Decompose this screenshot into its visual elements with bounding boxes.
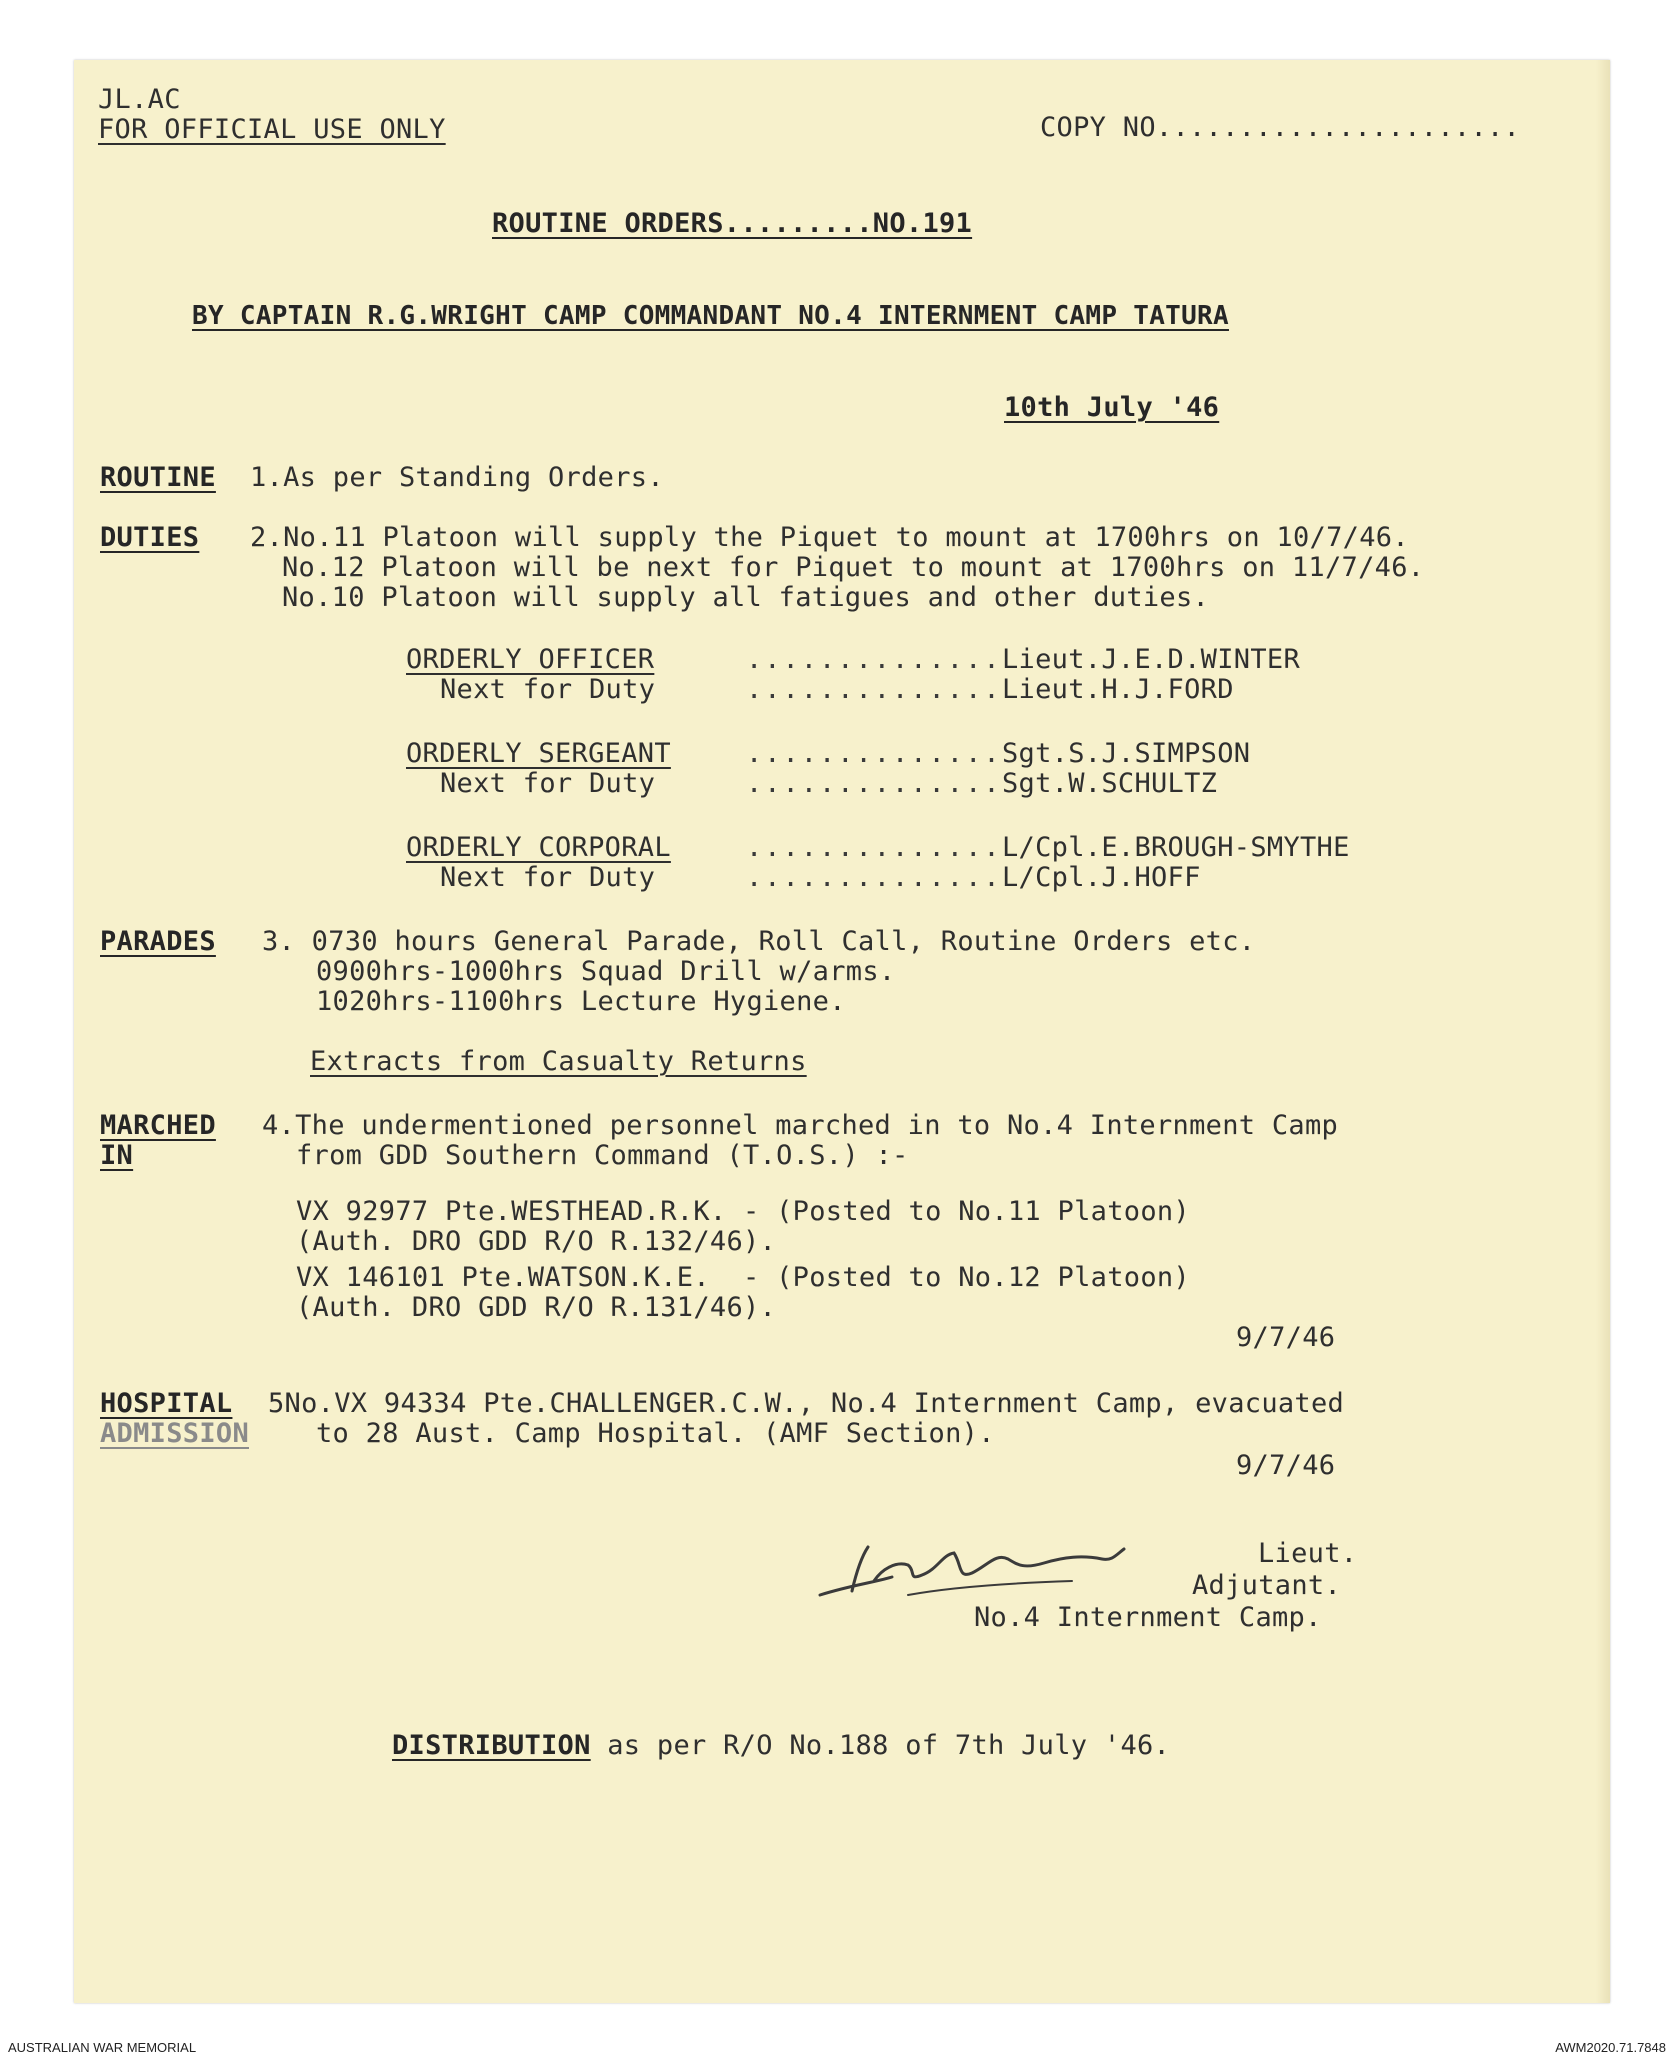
marched-entry: VX 92977 Pte.WESTHEAD.R.K. - (Posted to No.11 Platoon) — [296, 1196, 1190, 1227]
roster-role: ORDERLY OFFICER — [406, 644, 655, 675]
roster-role: Next for Duty — [440, 768, 656, 799]
hospital-line: 5No.VX 94334 Pte.CHALLENGER.C.W., No.4 Internment Camp, evacuated — [268, 1388, 1345, 1419]
roster-name: Lieut.H.J.FORD — [1002, 674, 1234, 705]
marched-line: 4.The undermentioned personnel marched in to No.4 Internment Camp — [262, 1110, 1339, 1141]
parades-line: 1020hrs-1100hrs Lecture Hygiene. — [316, 986, 846, 1017]
roster-role: ORDERLY CORPORAL — [406, 832, 671, 863]
roster-name: L/Cpl.J.HOFF — [1002, 862, 1201, 893]
roster-dots: .............. — [746, 738, 1002, 769]
roster-dots: .............. — [746, 768, 1002, 799]
roster-role: ORDERLY SERGEANT — [406, 738, 671, 769]
roster-name: Lieut.J.E.D.WINTER — [1002, 644, 1300, 675]
marched-entry: VX 146101 Pte.WATSON.K.E. - (Posted to No.12 Platoon) — [296, 1262, 1190, 1293]
roster-dots: .............. — [746, 832, 1002, 863]
marched-date: 9/7/46 — [1236, 1322, 1336, 1353]
document-title: ROUTINE ORDERS.........NO.191 — [492, 208, 973, 239]
signatory-unit: No.4 Internment Camp. — [974, 1602, 1322, 1633]
duties-line: 2.No.11 Platoon will supply the Piquet to mount at 1700hrs on 10/7/46. — [250, 522, 1409, 553]
reference-code: JL.AC — [98, 84, 181, 115]
parades-heading: PARADES — [100, 926, 216, 957]
signatory-title: Adjutant. — [1192, 1570, 1341, 1601]
signatory-rank: Lieut. — [1258, 1538, 1358, 1569]
roster-name: Sgt.S.J.SIMPSON — [1002, 738, 1251, 769]
paper-sheet — [74, 60, 1610, 2003]
roster-role: Next for Duty — [440, 862, 656, 893]
marched-entry: (Auth. DRO GDD R/O R.131/46). — [296, 1292, 777, 1323]
document-subtitle: BY CAPTAIN R.G.WRIGHT CAMP COMMANDANT NO.4 INTERNMENT CAMP TATURA — [192, 301, 1229, 331]
roster-name: Sgt.W.SCHULTZ — [1002, 768, 1218, 799]
parades-line: 0900hrs-1000hrs Squad Drill w/arms. — [316, 956, 896, 987]
roster-dots: .............. — [746, 644, 1002, 675]
distribution-line — [392, 1730, 1170, 1762]
duties-line: No.10 Platoon will supply all fatigues and other duties. — [282, 582, 1210, 613]
roster-role: Next for Duty — [440, 674, 656, 705]
routine-heading: ROUTINE — [100, 462, 216, 493]
hospital-date: 9/7/46 — [1236, 1450, 1336, 1481]
roster-dots: .............. — [746, 674, 1002, 705]
distribution-label: DISTRIBUTION — [392, 1730, 591, 1761]
hospital-heading: HOSPITAL — [100, 1388, 233, 1419]
marched-heading-line2: IN — [100, 1140, 134, 1171]
duties-heading: DUTIES — [100, 522, 200, 553]
marched-line: from GDD Southern Command (T.O.S.) :- — [296, 1140, 909, 1171]
roster-dots: .............. — [746, 862, 1002, 893]
footer-accession-number: AWM2020.71.7848 — [1555, 2040, 1666, 2055]
paper-edge — [1596, 60, 1610, 2003]
distribution-text: as per R/O No.188 of 7th July '46. — [590, 1730, 1171, 1761]
marched-heading: MARCHED — [100, 1110, 216, 1141]
official-use-label: FOR OFFICIAL USE ONLY — [98, 114, 446, 145]
routine-text: 1.As per Standing Orders. — [250, 462, 664, 493]
hospital-line: to 28 Aust. Camp Hospital. (AMF Section). — [316, 1418, 995, 1449]
roster-name: L/Cpl.E.BROUGH-SMYTHE — [1002, 832, 1350, 863]
footer-institution: AUSTRALIAN WAR MEMORIAL — [8, 2040, 197, 2055]
duties-line: No.12 Platoon will be next for Piquet to mount at 1700hrs on 11/7/46. — [282, 552, 1425, 583]
parades-line: 3. 0730 hours General Parade, Roll Call, Routine Orders etc. — [262, 926, 1256, 957]
document-date: 10th July '46 — [1004, 392, 1220, 423]
extracts-heading: Extracts from Casualty Returns — [310, 1046, 807, 1077]
hospital-heading-line2: ADMISSION — [100, 1418, 249, 1449]
copy-number: COPY NO...................... — [1040, 112, 1521, 143]
marched-entry: (Auth. DRO GDD R/O R.132/46). — [296, 1226, 777, 1257]
